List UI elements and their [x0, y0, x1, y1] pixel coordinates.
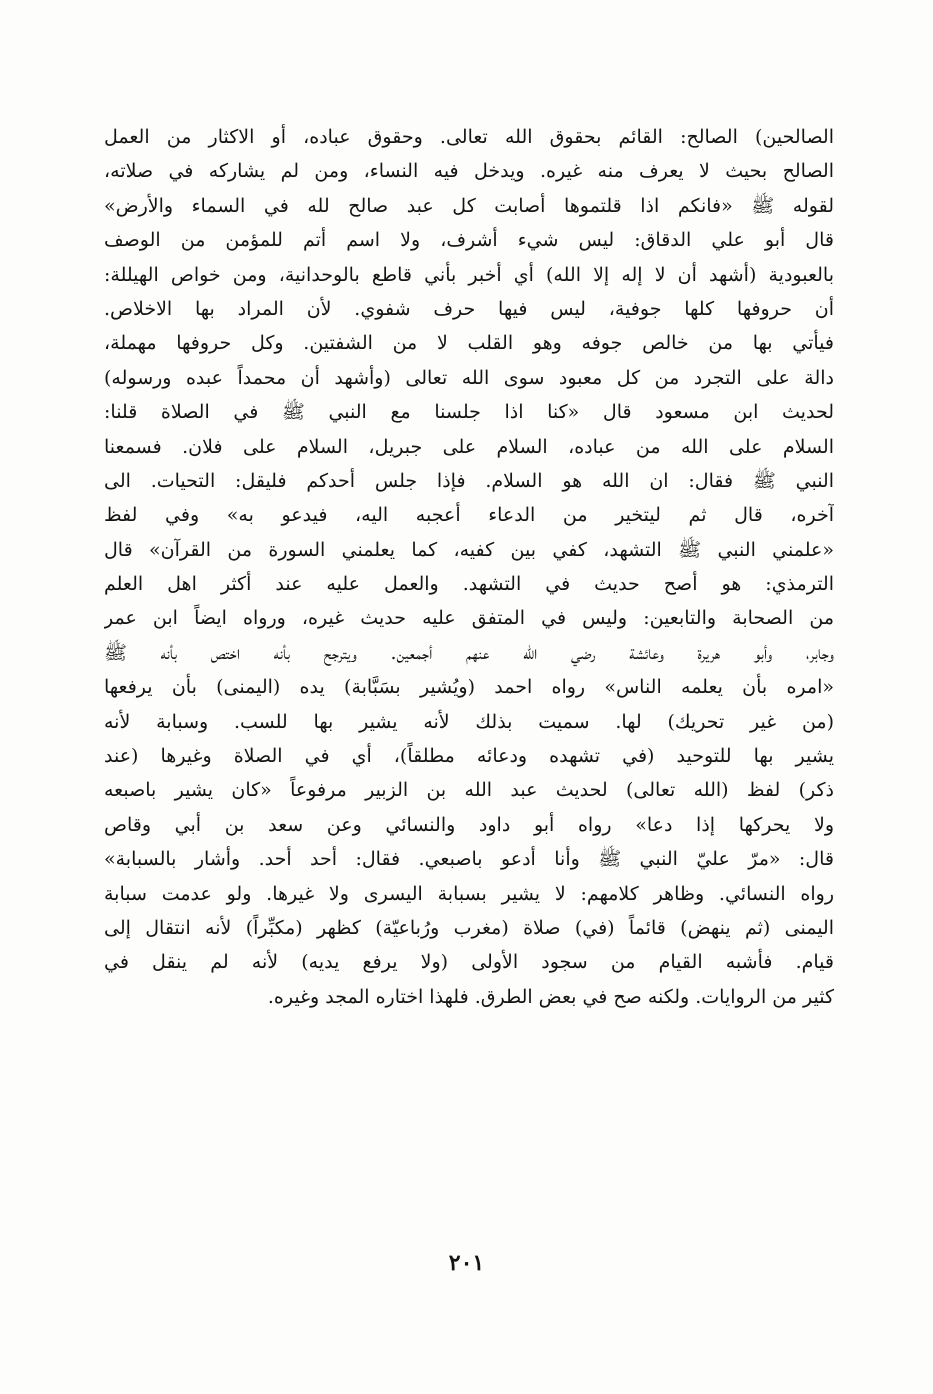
text-line: السلام على الله من عباده، السلام على جبريل، السلام على فلان. فسمعنا — [104, 435, 834, 458]
text-line: النبي ﷺ فقال: ان الله هو السلام. فإذا جلس أحدكم فليقل: التحيات. الى — [104, 469, 834, 492]
text-line: قال أبو علي الدقاق: ليس شيء أشرف، ولا اسم أتم للمؤمن من الوصف — [104, 229, 834, 252]
text-line: الصالح بحيث لا يعرف منه غيره. ويدخل فيه النساء، ومن لم يشاركه في صلاته، — [104, 160, 834, 183]
text-line: (من غير تحريك) لها. سميت بذلك لأنه يشير بها للسب. وسبابة لأنه — [104, 710, 834, 733]
text-line: رواه النسائي. وظاهر كلامهم: لا يشير بسبابة اليسرى ولا غيرها. ولو عدمت سبابة — [104, 882, 834, 905]
body-text — [104, 120, 834, 1014]
text-line: ذكر) لفظ (الله تعالى) لحديث عبد الله بن الزبير مرفوعاً «كان يشير باصبعه — [104, 779, 834, 802]
text-line: أن حروفها كلها جوفية، ليس فيها حرف شفوي. لأن المراد بها الاخلاص. — [104, 297, 834, 320]
text-line: اليمنى (ثم ينهض) قائماً (في) صلاة (مغرب ورُباعيّة) كظهر (مكبِّراً) لأنه انتقال إلى — [104, 916, 834, 939]
text-line: بالعبودية (أشهد أن لا إله إلا الله) أي أخبر بأني قاطع بالوحدانية، ومن خواص الهيللة: — [104, 263, 834, 286]
text-line: قال: «مرّ عليّ النبي ﷺ وأنا أدعو باصبعي. فقال: أحد أحد. وأشار بالسبابة» — [104, 848, 834, 871]
page-number: ٢٠١ — [448, 1250, 485, 1276]
text-line: «امره بأن يعلمه الناس» رواه احمد (ويُشير بسَبَّابة) يده (اليمنى) بأن يرفعها — [104, 676, 834, 699]
text-line: آخره، قال ثم ليتخير من الدعاء أعجبه اليه، فيدعو به» وفي لفظ — [104, 504, 834, 527]
text-line: لقوله ﷺ «فانكم اذا قلتموها أصابت كل عبد صالح لله في السماء والأرض» — [104, 194, 834, 217]
text-line: فيأتي بها من خالص جوفه وهو القلب لا من الشفتين. وكل حروفها مهملة، — [104, 332, 834, 355]
text-line: وجابر، وأبو هريرة وعائشة رضي الله عنهم أجمعين. ويترجح بأنه اختص بأنه ﷺ — [104, 641, 834, 664]
text-line: قيام. فأشبه القيام من سجود الأولى (ولا يرفع يديه) لأنه لم ينقل في — [104, 951, 834, 974]
text-line: كثير من الروايات. ولكنه صح في بعض الطرق. فلهذا اختاره المجد وغيره. — [267, 985, 834, 1008]
text-line: دالة على التجرد من كل معبود سوى الله تعالى (وأشهد أن محمداً عبده ورسوله) — [104, 366, 834, 389]
text-line: الترمذي: هو أصح حديث في التشهد. والعمل عليه عند أكثر اهل العلم — [104, 573, 834, 596]
text-line: ولا يحركها إذا دعا» رواه أبو داود والنسائي وعن سعد بن أبي وقاص — [104, 813, 834, 836]
text-line: من الصحابة والتابعين: وليس في المتفق عليه حديث غيره، ورواه ايضاً ابن عمر — [104, 607, 834, 630]
text-line: الصالحين) الصالح: القائم بحقوق الله تعالى. وحقوق عباده، أو الاكثار من العمل — [104, 126, 834, 148]
text-line: «علمني النبي ﷺ التشهد، كفي بين كفيه، كما يعلمني السورة من القرآن» قال — [104, 538, 834, 561]
text-line: لحديث ابن مسعود قال «كنا اذا جلسنا مع النبي ﷺ في الصلاة قلنا: — [104, 401, 834, 424]
text-line: يشير بها للتوحيد (في تشهده ودعائه مطلقاً)، أي في الصلاة وغيرها (عند — [104, 745, 834, 768]
